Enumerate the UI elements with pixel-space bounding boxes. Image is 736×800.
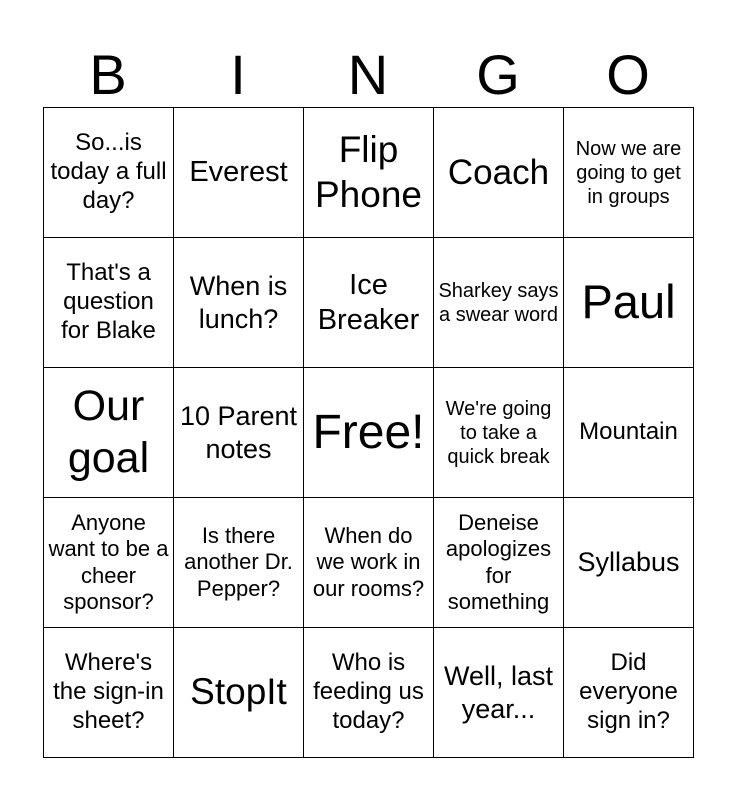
bingo-square[interactable]: Anyone want to be a cheer sponsor?: [44, 498, 174, 628]
bingo-square[interactable]: 10 Parent notes: [174, 368, 304, 498]
header-letter-n: N: [347, 43, 389, 106]
board-row: [44, 628, 694, 758]
board-row: [44, 498, 694, 628]
bingo-square[interactable]: Syllabus: [564, 498, 694, 628]
bingo-square[interactable]: That's a question for Blake: [44, 238, 174, 368]
header-letter-i: I: [230, 43, 246, 106]
bingo-square[interactable]: StopIt: [174, 628, 304, 758]
header-letter-g: G: [476, 43, 520, 106]
board-row: [44, 368, 694, 498]
bingo-square[interactable]: Flip Phone: [304, 108, 434, 238]
free-space[interactable]: Free!: [304, 368, 434, 498]
bingo-square[interactable]: Everest: [174, 108, 304, 238]
bingo-square[interactable]: Coach: [434, 108, 564, 238]
bingo-square[interactable]: Paul: [564, 238, 694, 368]
bingo-square[interactable]: When do we work in our rooms?: [304, 498, 434, 628]
bingo-square[interactable]: Mountain: [564, 368, 694, 498]
bingo-square[interactable]: Who is feeding us today?: [304, 628, 434, 758]
bingo-square[interactable]: Sharkey says a swear word: [434, 238, 564, 368]
bingo-square[interactable]: Our goal: [44, 368, 174, 498]
bingo-square[interactable]: Deneise apologizes for something: [434, 498, 564, 628]
bingo-square[interactable]: So...is today a full day?: [44, 108, 174, 238]
bingo-square[interactable]: Ice Breaker: [304, 238, 434, 368]
bingo-square[interactable]: Is there another Dr. Pepper?: [174, 498, 304, 628]
board-row: [44, 238, 694, 368]
bingo-header: [43, 44, 693, 106]
bingo-square[interactable]: Well, last year...: [434, 628, 564, 758]
bingo-square[interactable]: Now we are going to get in groups: [564, 108, 694, 238]
bingo-square[interactable]: We're going to take a quick break: [434, 368, 564, 498]
bingo-square[interactable]: Did everyone sign in?: [564, 628, 694, 758]
bingo-board: [43, 107, 694, 758]
board-row: [44, 108, 694, 238]
header-letter-o: O: [606, 43, 650, 106]
bingo-square[interactable]: When is lunch?: [174, 238, 304, 368]
bingo-square[interactable]: Where's the sign-in sheet?: [44, 628, 174, 758]
header-letter-b: B: [89, 43, 127, 106]
